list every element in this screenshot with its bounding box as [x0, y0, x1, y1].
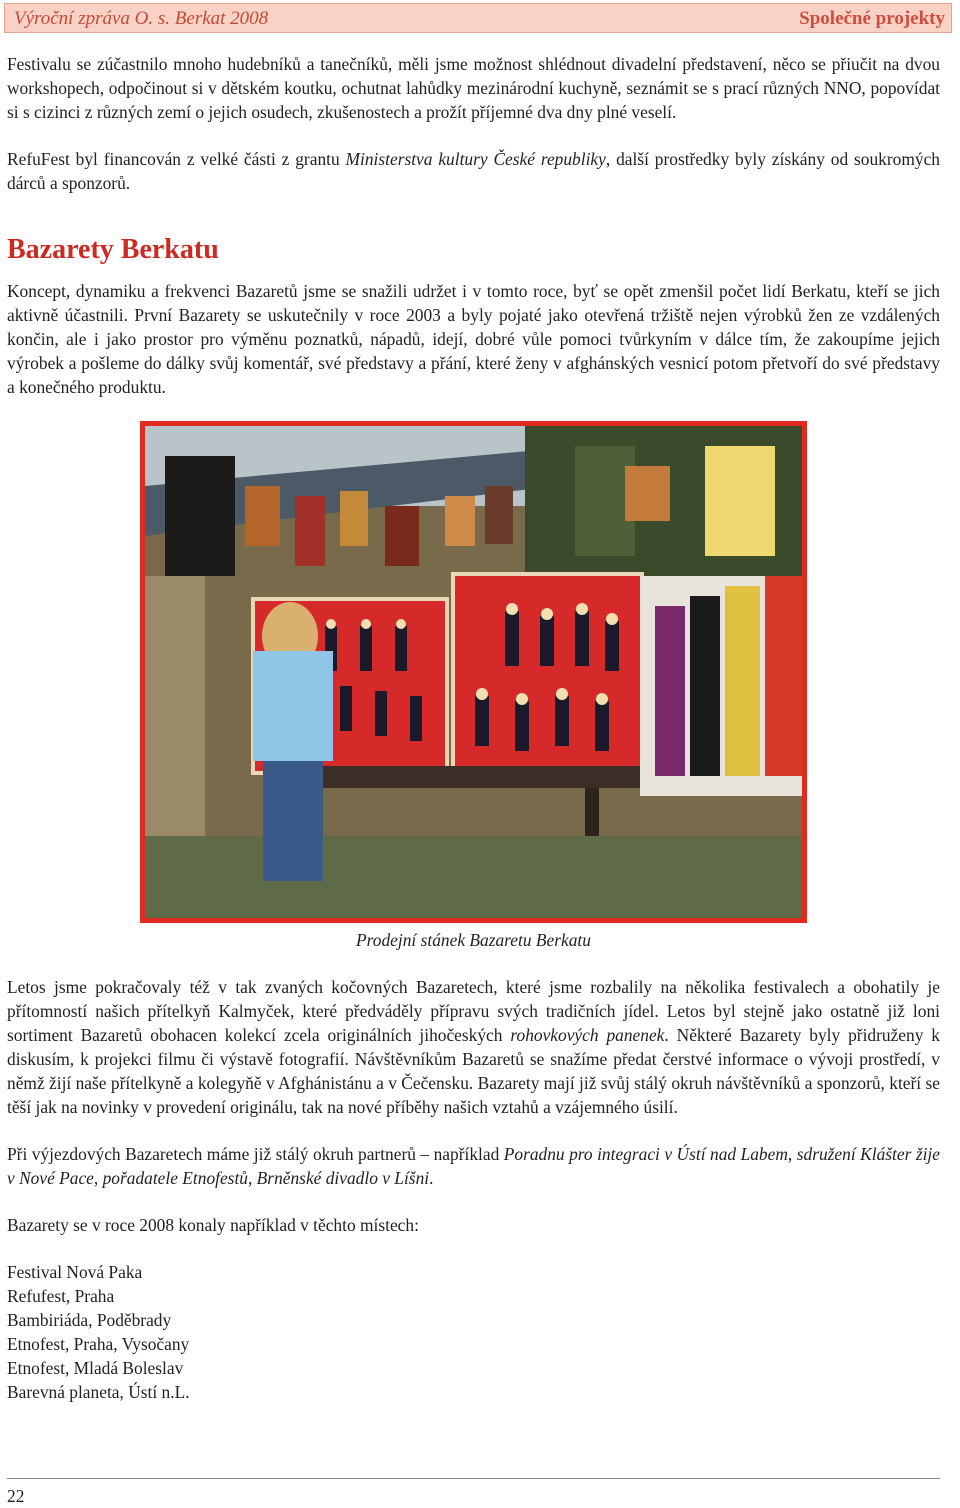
paragraph-funding — [7, 147, 940, 195]
text-run: , další prostředky byly získány od soukromých dárců a sponzorů. — [7, 149, 940, 193]
partner-list: Poradnu pro integraci v Ústí nad Labem, sdružení Klášter žije v Nové Pace, pořadatele Etnofestů, Brněnské divadlo v Líšni — [7, 1144, 940, 1188]
photo-figure — [140, 421, 807, 952]
bazaar-stall-photo — [140, 421, 807, 923]
text-run: RefuFest byl financován z velké části z grantu — [7, 149, 346, 169]
paragraph-nomadic — [7, 975, 940, 1119]
text-run: Letos jsme pokračovaly též v tak zvaných kočovných Bazaretech, které jsme rozbalily na několika festivalech a obohatily je přítomností našich přítelkyň Kalmyček, které předváděly přípravu svých tradičních jídel. Letos byl stejně jako ostatně již loni sortiment Bazaretů obohacen kolekcí zcela originálních jihočeských — [7, 977, 940, 1045]
list-item: Barevná planeta, Ústí n.L. — [7, 1382, 190, 1402]
paragraph-concept: Koncept, dynamiku a frekvenci Bazaretů jsme se snažili udržet i v tomto roce, byť se opět zmenšil počet lidí Berkatu, kteří se jich aktivně účastnili. První Bazarety se uskutečnily v roce 2003 a byly pojaté jako otevřená tržiště nejen výrobků žen ze vzdálených končin, ale i jako prostor pro výměnu poznatků, nápadů, idejí, dobré vůle pomoci tvůrkyním v dálce tím, že zakoupíme jejich výrobek a pošleme do dálky svůj komentář, své představy a přání, které ženy v afghánských vesnicí potom přetvoří do své představy a konečného produktu. — [7, 281, 940, 397]
text-run: . Některé Bazarety byly přidruženy k diskusím, k projekci filmu či výstavě fotografií. Návštěvníkům Bazaretů se snažíme předat čerstvé informace o vývoji prostředí, v němž žijí naše přítelkyně a kolegyňě v Afghánistánu a v Čečensku. Bazarety mají již svůj stálý okruh návštěvníků a sponzorů, kteří se těší jak na novinky v provedení originálu, tak na nové příběhy našich vztahů a vzájemného úsilí. — [7, 1025, 940, 1117]
paragraph-places-intro: Bazarety se v roce 2008 konaly například v těchto místech: — [7, 1215, 419, 1235]
list-item: Festival Nová Paka — [7, 1262, 143, 1282]
page-number: 22 — [7, 1486, 25, 1506]
section-heading: Bazarety Berkatu — [7, 234, 219, 265]
ministry-name: Ministerstva kultury České republiky — [345, 149, 606, 169]
paragraph-partners — [7, 1142, 940, 1190]
doll-type: rohovkových panenek — [510, 1025, 665, 1045]
photo-caption: Prodejní stánek Bazaretu Berkatu — [356, 930, 591, 950]
page-content — [7, 52, 940, 1404]
list-item: Etnofest, Praha, Vysočany — [7, 1334, 190, 1354]
paragraph-festival: Festivalu se zúčastnilo mnoho hudebníků a tanečníků, měli jsme možnost shlédnout divadelní představení, něco se přiučit na dvou workshopech, odpočinout si v dětském koutku, ochutnat lahůdky mezinárodní kuchyně, seznámit se s prací různých NNO, popovídat si s cizinci z různých zemí o jejich osudech, zkušenostech a prožít příjemné dva dny plné veselí. — [7, 54, 940, 122]
page-header — [4, 3, 952, 33]
list-item: Etnofest, Mladá Boleslav — [7, 1358, 184, 1378]
section-name: Společné projekty — [799, 8, 945, 29]
text-run: Při výjezdových Bazaretech máme již stálý okruh partnerů – například — [7, 1144, 504, 1164]
list-item: Bambiriáda, Poděbrady — [7, 1310, 172, 1330]
places-list — [7, 1260, 940, 1404]
photo-illustration — [145, 426, 802, 918]
list-item: Refufest, Praha — [7, 1286, 115, 1306]
footer-divider — [7, 1478, 940, 1479]
text-run: . — [429, 1168, 434, 1188]
report-title: Výroční zpráva O. s. Berkat 2008 — [14, 8, 269, 29]
